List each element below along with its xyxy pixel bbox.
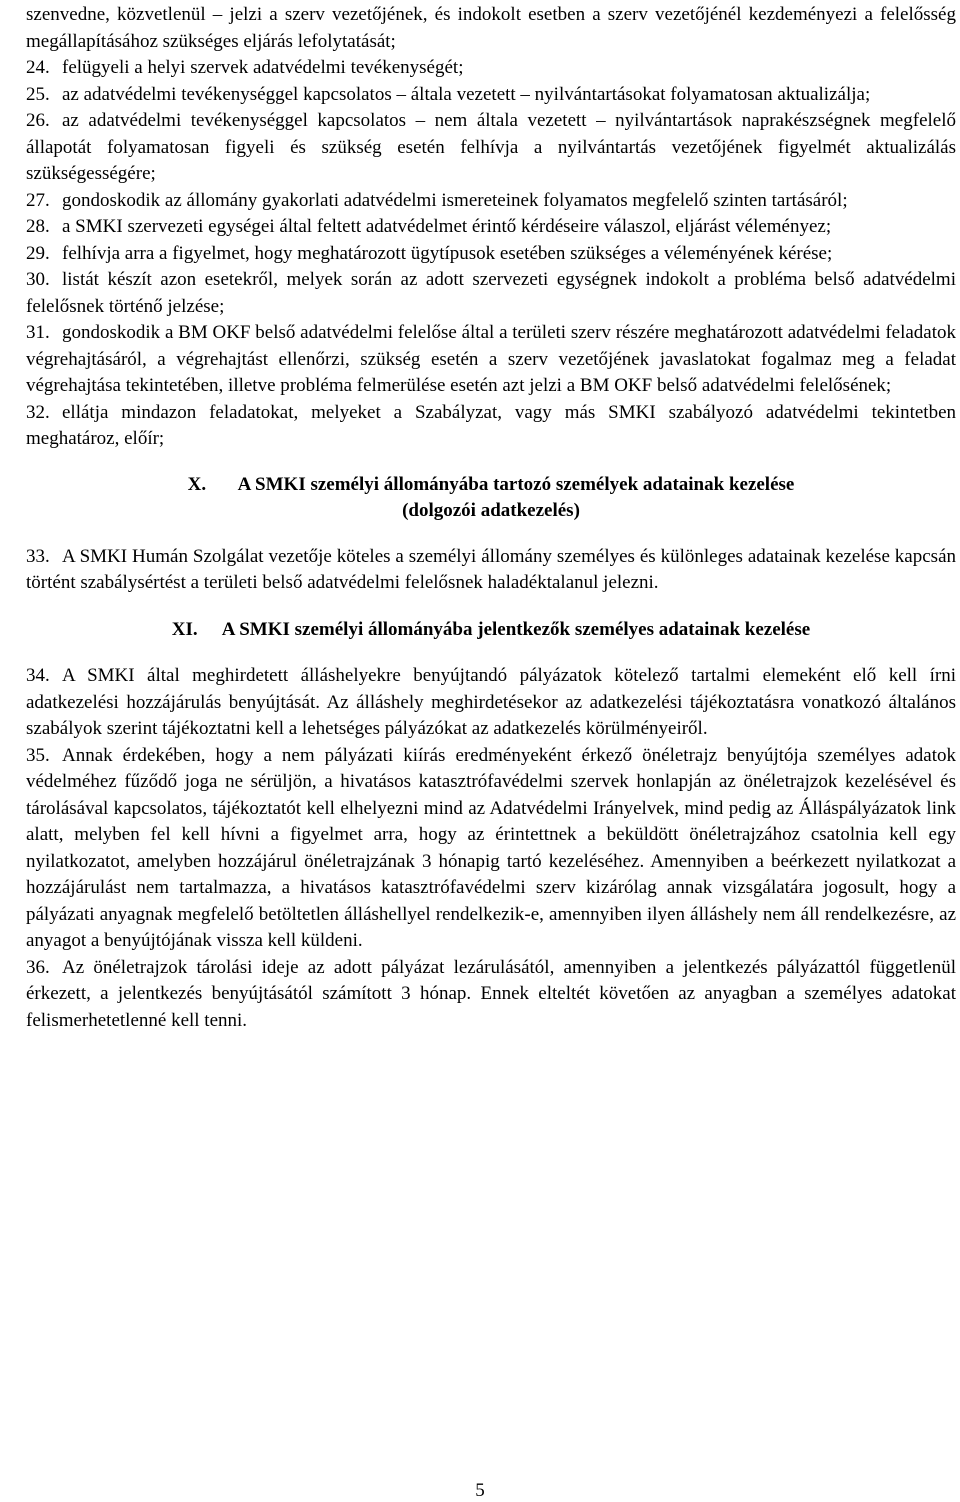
item-text: gondoskodik az állomány gyakorlati adatvédelmi ismereteinek folyamatos megfelelő szinten tartásáról; [62,189,848,211]
page-number: 5 [475,1480,485,1501]
section-xi-label: XI. [171,618,198,640]
item-number: 31. [26,322,50,343]
list-item [26,544,956,597]
section-x-label: X. [187,473,207,495]
continuation-paragraph: szenvedne, közvetlenül – jelzi a szerv vezetőjének, és indokolt esetben a szerv vezetőjénél kezdeményezi a felelősség megállapításához szükséges eljárás lefolytatását; [26,4,956,52]
item-number: 32. [26,401,50,423]
section-x-heading [26,472,956,525]
item-number: 33. [26,545,50,567]
item-text: felügyeli a helyi szervek adatvédelmi tevékenységét; [62,57,464,78]
list-item [26,400,956,453]
item-number: 36. [26,956,50,978]
item-text: felhívja arra a figyelmet, hogy meghatározott ügytípusok esetében szükséges a véleményének kérése; [62,242,833,264]
list-item [26,108,956,188]
item-text: az adatvédelmi tevékenységgel kapcsolatos – nem általa vezetett – nyilvántartások naprakészségnek megfelelő állapotát folyamatosan figyeli és szükség esetén felhívja a nyilvántartás vezetőjének figyelmét aktualizálás szükségességére; [26,110,956,184]
document-page [26,2,956,1034]
list-item [26,743,956,955]
list-item [26,214,956,241]
section-xi-title: A SMKI személyi állományába jelentkezők személyes adatainak kezelése [221,618,811,640]
section-xi-heading [26,617,956,644]
item-number: 28. [26,216,50,237]
item-number: 35. [26,744,50,766]
list-item [26,82,956,109]
item-text: a SMKI szervezeti egységei által feltett adatvédelmet érintő kérdéseire válaszol, eljárást véleményez; [62,216,832,237]
list-item [26,320,956,400]
list-item [26,241,956,268]
item-number: 24. [26,57,50,78]
item-number: 25. [26,83,50,105]
item-text: Annak érdekében, hogy a nem pályázati kiírás eredményeként érkező önéletrajz benyújtója személyes adatok védelméhez fűződő joga ne sérüljön, a hivatásos katasztrófavédelmi szervek honlapján az önéletrajzok kezelésével és tárolásával kapcsolatos, tájékoztatót kell elhelyezni mind az Adatvédelmi Irányelvek, mind pedig az Álláspályázatok link alatt, melyben fel kell hívni a figyelmet arra, hogy az érintettnek a beküldött önéletrajzához csatolnia kell egy nyilatkozatot, amelyben hozzájárul önéletrajzának 3 hónapig tartó kezeléséhez. Amennyiben a beérkezett nyilatkozat a hozzájárulást nem tartalmazza, a hivatásos katasztrófavédelmi szerv kizárólag annak vizsgálatára jogosult, hogy a pályázati anyagnak megfelelő betöltetlen álláshellyel rendelkezik-e, amennyiben ilyen álláshely nem áll rendelkezésre, az anyagot a benyújtójának vissza kell küldeni. [26,744,956,951]
item-text: A SMKI által meghirdetett álláshelyekre benyújtandó pályázatok kötelező tartalmi elemeként elő kell írni adatkezelési hozzájárulás benyújtását. Az álláshely meghirdetésekor az adatkezelési tájékoztatásra vonatkozó általános szabályok szerint tájékoztatni kell a lehetséges pályázókat az adatkezelés körülményeiről. [26,665,956,739]
item-text: A SMKI Humán Szolgálat vezetője köteles a személyi állomány személyes és különleges adatainak kezelése kapcsán történt szabálysértést a területi belső adatvédelmi felelősnek haladéktalanul jelezni. [26,545,956,593]
section-x-title-line2: (dolgozói adatkezelés) [402,500,580,521]
item-number: 30. [26,269,50,290]
item-number: 26. [26,110,50,131]
list-item [26,55,956,82]
section-x-title-line1: X. A SMKI személyi állományába tartozó személyek adatainak kezelése [26,472,956,499]
item-number: 27. [26,189,50,211]
list-item [26,955,956,1035]
item-text: ellátja mindazon feladatokat, melyeket a Szabályzat, vagy más SMKI szabályozó adatvédelmi tekintetben meghatároz, előír; [26,401,956,449]
item-text: listát készít azon esetekről, melyek során az adott szervezeti egységnek indokolt a probléma belső adatvédelmi felelősnek történő jelzése; [26,269,956,317]
item-number: 29. [26,242,50,264]
list-item [26,188,956,215]
item-text: Az önéletrajzok tárolási ideje az adott pályázat lezárulásától, amennyiben a jelentkezés pályázattól függetlenül érkezett, a jelentkezés benyújtásától számított 3 hónap. Ennek elteltét követően az anyagban a személyes adatokat felismerhetetlenné kell tenni. [26,956,956,1031]
list-item [26,663,956,743]
item-text: az adatvédelmi tevékenységgel kapcsolatos – általa vezetett – nyilvántartásokat folyamatosan aktualizálja; [62,83,871,105]
item-number: 34. [26,665,50,686]
list-item [26,267,956,320]
item-text: gondoskodik a BM OKF belső adatvédelmi felelőse által a területi szerv részére meghatározott adatvédelmi feladatok végrehajtásáról, a végrehajtást ellenőrzi, szükség esetén a szerv vezetőjének javaslatokat fogalmaz meg a feladat végrehajtása tekintetében, illetve probléma felmerülése esetén azt jelzi a BM OKF belső adatvédelmi felelősének; [26,322,956,396]
